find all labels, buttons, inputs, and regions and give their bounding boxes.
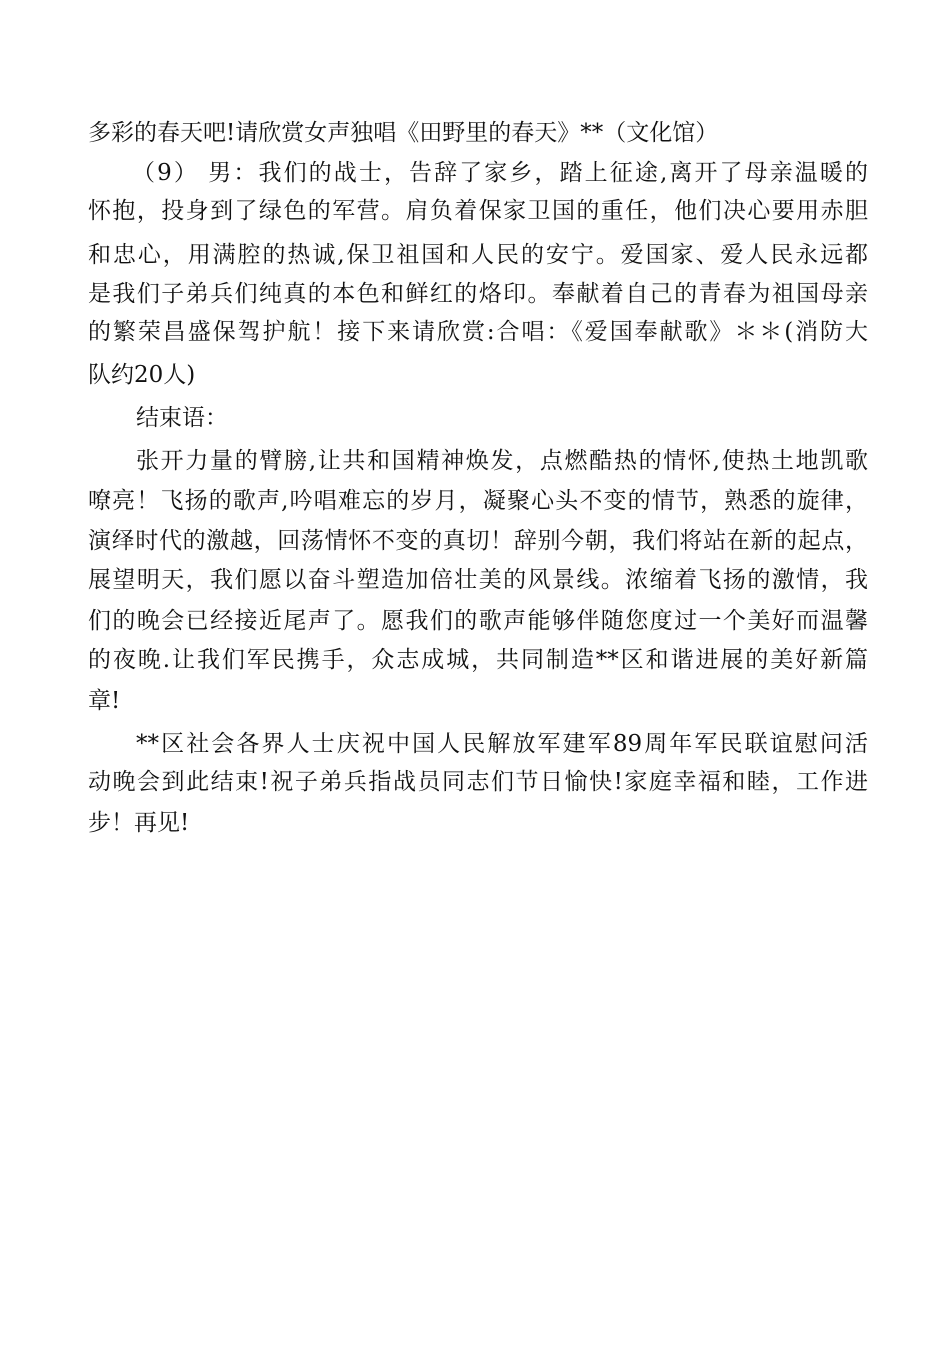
paragraph-line: 张开力量的臂膀,让共和国精神焕发，点燃酷热的情怀,使热土地凯歌	[136, 448, 868, 474]
paragraph-line: 展望明天，我们愿以奋斗塑造加倍壮美的风景线。浓缩着飞扬的激情，我	[88, 567, 868, 593]
paragraph-line: 的繁荣昌盛保驾护航！接下来请欣赏:合唱：《爱国奉献歌》＊＊(消防大	[88, 319, 868, 345]
paragraph-line: 动晚会到此结束!祝子弟兵指战员同志们节日愉快!家庭幸福和睦，工作进	[88, 769, 868, 795]
paragraph-line: 多彩的春天吧!请欣赏女声独唱《田野里的春天》**（文化馆）	[88, 120, 719, 146]
paragraph-line: 是我们子弟兵们纯真的本色和鲜红的烙印。奉献着自己的青春为祖国母亲	[88, 281, 868, 307]
paragraph-line: 的夜晚.让我们军民携手，众志成城，共同制造**区和谐进展的美好新篇	[88, 647, 868, 673]
paragraph-line: 步！再见!	[88, 810, 190, 836]
section-heading: 结束语：	[136, 405, 228, 431]
paragraph-line: （9） 男：我们的战士，告辞了家乡，踏上征途,离开了母亲温暖的	[132, 160, 868, 186]
paragraph-line: **区社会各界人士庆祝中国人民解放军建军89周年军民联谊慰问活	[136, 731, 868, 757]
paragraph-line: 队约20人)	[88, 362, 196, 388]
paragraph-line: 章!	[88, 688, 121, 714]
paragraph-line: 们的晚会已经接近尾声了。愿我们的歌声能够伴随您度过一个美好而温馨	[88, 608, 868, 634]
paragraph-line: 和忠心，用满腔的热诚,保卫祖国和人民的安宁。爱国家、爱人民永远都	[88, 242, 868, 268]
paragraph-line: 怀抱，投身到了绿色的军营。肩负着保家卫国的重任，他们决心要用赤胆	[88, 198, 868, 224]
paragraph-line: 演绎时代的激越，回荡情怀不变的真切！辞别今朝，我们将站在新的起点，	[88, 528, 868, 554]
paragraph-line: 嘹亮！飞扬的歌声,吟唱难忘的岁月，凝聚心头不变的情节，熟悉的旋律，	[88, 488, 868, 514]
